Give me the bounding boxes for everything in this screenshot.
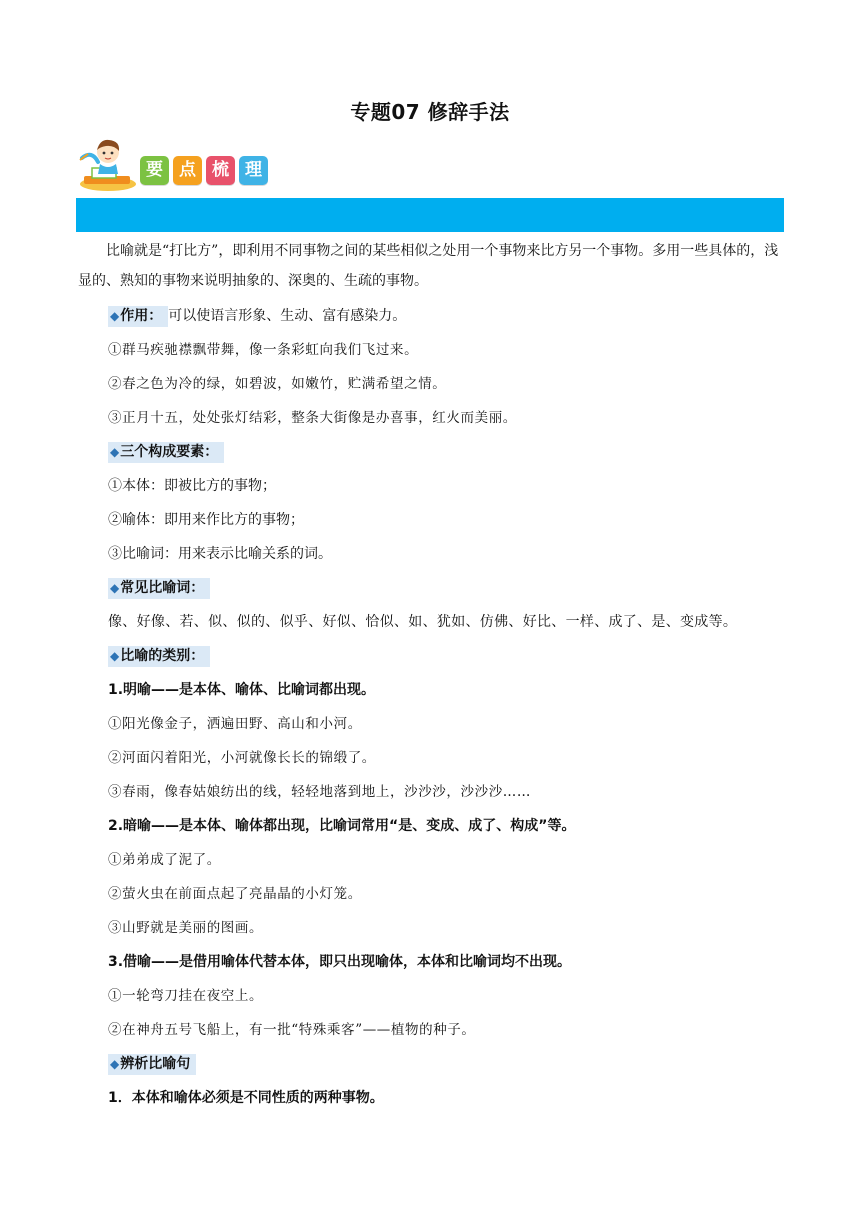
- list-item: ③比喻词：用来表示比喻关系的词。: [108, 546, 332, 562]
- example-line: ①群马疾驰襟飘带舞，像一条彩虹向我们飞过来。: [108, 342, 419, 358]
- diamond-bullet-icon: ◆: [110, 445, 120, 459]
- section-banner: [78, 138, 298, 192]
- analysis-label: 辨析比喻句: [120, 1056, 191, 1072]
- example-line: ③正月十五，处处张灯结彩，整条大街像是办喜事，红火而美丽。: [108, 410, 517, 426]
- diamond-bullet-icon: ◆: [110, 581, 120, 595]
- banner-char-3: 梳: [206, 156, 235, 185]
- example-line: ①一轮弯刀挂在夜空上。: [108, 988, 264, 1004]
- function-label: 作用：: [120, 308, 163, 324]
- diamond-bullet-icon: ◆: [110, 649, 120, 663]
- main-content: [78, 236, 784, 1115]
- example-line: ②春之色为冷的绿，如碧波，如嫩竹，贮满希望之情。: [108, 376, 447, 392]
- page-title: 专题07 修辞手法: [350, 100, 510, 124]
- types-heading: [78, 639, 784, 673]
- example-line: ②萤火虫在前面点起了亮晶晶的小灯笼。: [108, 886, 362, 902]
- function-heading: [78, 299, 784, 333]
- student-writing-icon: [78, 138, 138, 192]
- banner-char-2: 点: [173, 156, 202, 185]
- elements-heading: [78, 435, 784, 469]
- example-line: ②河面闪着阳光，小河就像长长的锦缎了。: [108, 750, 376, 766]
- analysis-heading: [78, 1047, 784, 1081]
- type-heading: 2.暗喻——是本体、喻体都出现，比喻词常用“是、变成、成了、构成”等。: [108, 818, 576, 834]
- diamond-bullet-icon: ◆: [110, 309, 120, 323]
- example-line: ①阳光像金子，洒遍田野、高山和小河。: [108, 716, 362, 732]
- analysis-point: 1．本体和喻体必须是不同性质的两种事物。: [108, 1090, 384, 1106]
- list-item: ①本体：即被比方的事物；: [108, 478, 276, 494]
- section-header-bar: [76, 198, 784, 232]
- example-line: ③山野就是美丽的图画。: [108, 920, 264, 936]
- intro-paragraph: 比喻就是“打比方”，即利用不同事物之间的某些相似之处用一个事物来比方另一个事物。多用一些具体的，浅显的、熟知的事物来说明抽象的、深奥的、生疏的事物。: [78, 243, 779, 289]
- example-line: ②在神舟五号飞船上，有一批“特殊乘客”——植物的种子。: [108, 1022, 476, 1038]
- banner-char-4: 理: [239, 156, 268, 185]
- diamond-bullet-icon: ◆: [110, 1057, 120, 1071]
- type-heading: 1.明喻——是本体、喻体、比喻词都出现。: [108, 682, 376, 698]
- example-line: ③春雨，像春姑娘纺出的线，轻轻地落到地上，沙沙沙，沙沙沙……: [108, 784, 531, 800]
- common-words-text: 像、好像、若、似、似的、似乎、好似、恰似、如、犹如、仿佛、好比、一样、成了、是、变成等。: [108, 614, 738, 630]
- list-item: ②喻体：即用来作比方的事物；: [108, 512, 304, 528]
- common-words-heading: [78, 571, 784, 605]
- common-words-label: 常见比喻词：: [120, 580, 205, 596]
- types-label: 比喻的类别：: [120, 648, 205, 664]
- elements-label: 三个构成要素：: [120, 444, 219, 460]
- example-line: ①弟弟成了泥了。: [108, 852, 221, 868]
- type-heading: 3.借喻——是借用喻体代替本体，即只出现喻体，本体和比喻词均不出现。: [108, 954, 572, 970]
- function-text: 可以使语言形象、生动、富有感染力。: [168, 308, 407, 324]
- banner-char-1: 要: [140, 156, 169, 185]
